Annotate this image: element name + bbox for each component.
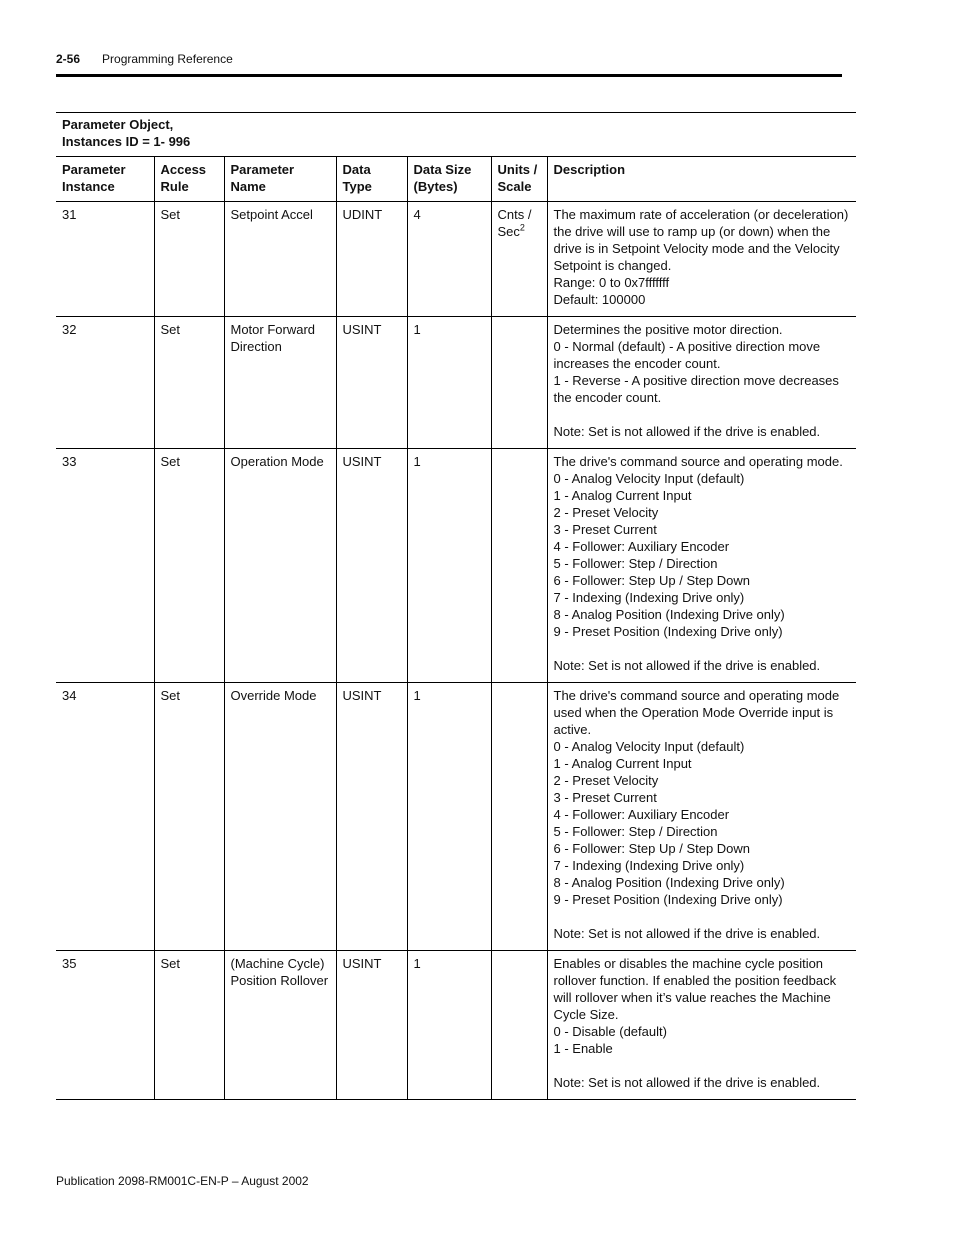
table-row [56, 683, 856, 951]
units-text: Cnts / Sec [497, 207, 532, 239]
cell-units [491, 202, 547, 317]
header-rule [56, 74, 842, 77]
table-title-line2: Instances ID = 1- 996 [62, 134, 191, 149]
cell-instance: 33 [56, 449, 154, 683]
column-header-units: Units / Scale [491, 157, 547, 202]
cell-units [491, 683, 547, 951]
column-header-size: Data Size (Bytes) [407, 157, 491, 202]
publication-footer: Publication 2098-RM001C-EN-P – August 2002 [56, 1174, 309, 1188]
cell-size: 1 [407, 951, 491, 1100]
page-number: 2-56 [56, 52, 81, 66]
cell-name: (Machine Cycle) Position Rollover [224, 951, 336, 1100]
cell-description: Determines the positive motor direction. 0 - Normal (default) - A positive direction move increases the encoder count. 1 - Reverse - A positive direction move decreases the encoder count. Note: Set is not allowed if the drive is enabled. [547, 317, 856, 449]
table-row [56, 951, 856, 1100]
cell-type: USINT [336, 683, 407, 951]
table-title [56, 113, 856, 157]
cell-size: 1 [407, 683, 491, 951]
cell-size: 1 [407, 317, 491, 449]
cell-type: USINT [336, 449, 407, 683]
cell-size: 1 [407, 449, 491, 683]
column-header-type: Data Type [336, 157, 407, 202]
column-header-access: Access Rule [154, 157, 224, 202]
cell-description: The maximum rate of acceleration (or deceleration) the drive will use to ramp up (or down) when the drive is in Setpoint Velocity mode and the Velocity Setpoint is changed. Range: 0 to 0x7fffffff Default: 100000 [547, 202, 856, 317]
cell-units [491, 449, 547, 683]
column-header-instance: Parameter Instance [56, 157, 154, 202]
cell-description: The drive's command source and operating mode. 0 - Analog Velocity Input (default) 1 - Analog Current Input 2 - Preset Velocity 3 - Preset Current 4 - Follower: Auxiliary Encoder 5 - Follower: Step / Direction 6 - Follower: Step Up / Step Down 7 - Indexing (Indexing Drive only) 8 - Analog Position (Indexing Drive only) 9 - Preset Position (Indexing Drive only) Note: Set is not allowed if the drive is enabled. [547, 449, 856, 683]
cell-access: Set [154, 951, 224, 1100]
cell-instance: 34 [56, 683, 154, 951]
cell-name: Setpoint Accel [224, 202, 336, 317]
cell-type: USINT [336, 317, 407, 449]
cell-units [491, 951, 547, 1100]
cell-units [491, 317, 547, 449]
table-row [56, 449, 856, 683]
cell-access: Set [154, 317, 224, 449]
parameter-table [56, 112, 856, 1100]
table-row [56, 317, 856, 449]
cell-instance: 31 [56, 202, 154, 317]
column-header-name: Parameter Name [224, 157, 336, 202]
cell-name: Motor Forward Direction [224, 317, 336, 449]
cell-description: The drive's command source and operating mode used when the Operation Mode Override input is active. 0 - Analog Velocity Input (default) 1 - Analog Current Input 2 - Preset Velocity 3 - Preset Current 4 - Follower: Auxiliary Encoder 5 - Follower: Step / Direction 6 - Follower: Step Up / Step Down 7 - Indexing (Indexing Drive only) 8 - Analog Position (Indexing Drive only) 9 - Preset Position (Indexing Drive only) Note: Set is not allowed if the drive is enabled. [547, 683, 856, 951]
cell-access: Set [154, 202, 224, 317]
cell-access: Set [154, 449, 224, 683]
cell-size: 4 [407, 202, 491, 317]
table-title-row [56, 113, 856, 157]
cell-access: Set [154, 683, 224, 951]
cell-description: Enables or disables the machine cycle position rollover function. If enabled the position feedback will rollover when it’s value reaches the Machine Cycle Size. 0 - Disable (default) 1 - Enable Note: Set is not allowed if the drive is enabled. [547, 951, 856, 1100]
cell-name: Operation Mode [224, 449, 336, 683]
cell-type: UDINT [336, 202, 407, 317]
units-superscript: 2 [519, 222, 525, 233]
table-title-line1: Parameter Object, [62, 117, 174, 132]
cell-type: USINT [336, 951, 407, 1100]
page-header [56, 52, 233, 66]
table-header-row [56, 157, 856, 202]
cell-name: Override Mode [224, 683, 336, 951]
cell-instance: 32 [56, 317, 154, 449]
section-title: Programming Reference [102, 52, 233, 66]
table-row [56, 202, 856, 317]
column-header-description: Description [547, 157, 856, 202]
cell-instance: 35 [56, 951, 154, 1100]
